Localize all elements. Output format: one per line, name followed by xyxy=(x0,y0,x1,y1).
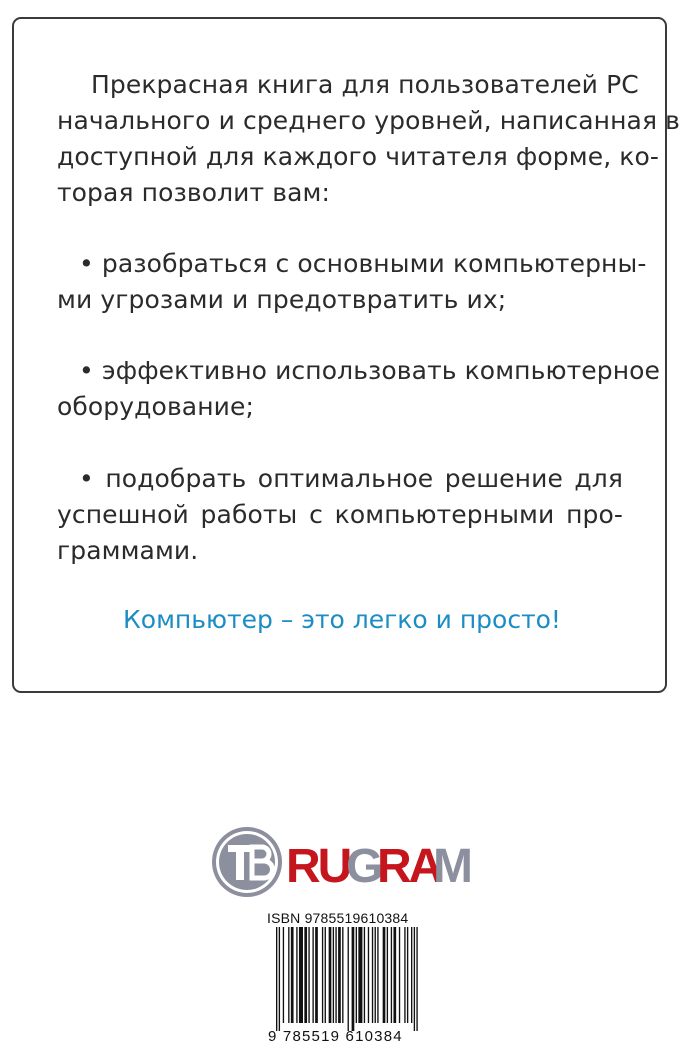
barcode-bar xyxy=(399,927,400,1023)
barcode-bar xyxy=(279,927,280,1031)
barcode-bar xyxy=(348,927,349,1031)
isbn-digits: 9 785519 610384 xyxy=(268,1028,403,1045)
publisher-logo xyxy=(208,820,470,904)
barcode-bar xyxy=(308,927,309,1023)
svg-text:RA: RA xyxy=(377,840,441,893)
barcode-bar xyxy=(416,927,417,1031)
barcode-bar xyxy=(393,927,396,1023)
barcode-bar xyxy=(335,927,336,1023)
barcode-bar xyxy=(291,927,294,1023)
barcode-bar xyxy=(387,927,388,1023)
barcode-bar xyxy=(377,927,378,1023)
barcode xyxy=(262,905,422,1055)
intro-line-3: доступной для каждого читателя форме, ко- xyxy=(57,142,660,171)
barcode-bar xyxy=(299,927,303,1023)
svg-text:RU: RU xyxy=(286,840,350,893)
barcode-bar xyxy=(322,927,323,1023)
barcode-bar xyxy=(338,927,341,1023)
barcode-bar xyxy=(358,927,362,1023)
bullet-3-line-2: успешной работы с компьютерными про- xyxy=(57,500,623,529)
barcode-bar xyxy=(283,927,284,1023)
bullet-1-line-1: • разобраться с основными компьютерны- xyxy=(79,249,647,278)
barcode-bar xyxy=(288,927,289,1023)
bullet-2-line-1: • эффективно использовать компьютерное xyxy=(79,356,661,385)
barcode-icon xyxy=(262,927,422,1039)
tagline: Компьютер – это легко и просто! xyxy=(123,605,561,634)
barcode-bar xyxy=(342,927,343,1023)
bullet-item-2 xyxy=(57,353,661,425)
barcode-bar xyxy=(312,927,313,1023)
barcode-bar xyxy=(383,927,386,1023)
bullet-3-line-1: • подобрать оптимальное решение для xyxy=(79,464,623,493)
barcode-bar xyxy=(368,927,369,1023)
barcode-bar xyxy=(352,927,355,1031)
barcode-bar xyxy=(304,927,307,1023)
intro-line-4: торая позволит вам: xyxy=(57,178,330,207)
barcode-bar xyxy=(333,927,334,1023)
intro-line-2: начального и среднего уровней, написанная в xyxy=(57,106,680,135)
barcode-bar xyxy=(364,927,365,1023)
barcode-bar xyxy=(325,927,326,1023)
barcode-bar xyxy=(391,927,392,1023)
barcode-bar xyxy=(372,927,373,1023)
barcode-bar xyxy=(296,927,297,1023)
intro-paragraph xyxy=(57,67,680,211)
rugram-logo-icon xyxy=(208,820,470,904)
barcode-bar xyxy=(315,927,318,1023)
intro-line-1: Прекрасная книга для пользователей PC xyxy=(91,70,639,99)
isbn-label: ISBN 9785519610384 xyxy=(267,910,409,926)
barcode-bar xyxy=(414,927,415,1031)
bullet-item-1 xyxy=(57,246,647,318)
barcode-bar xyxy=(404,927,405,1023)
svg-text:M: M xyxy=(433,840,470,893)
bullet-3-line-3: граммами. xyxy=(57,536,199,565)
bullet-2-line-2: оборудование; xyxy=(57,392,255,421)
barcode-bar xyxy=(276,927,277,1031)
barcode-bar xyxy=(375,927,376,1023)
barcode-bar xyxy=(356,927,357,1023)
barcode-bar xyxy=(407,927,408,1023)
bullet-item-3 xyxy=(57,461,623,569)
barcode-bar xyxy=(411,927,412,1023)
barcode-bar xyxy=(329,927,332,1023)
bullet-1-line-2: ми угрозами и предотвратить их; xyxy=(57,285,507,314)
svg-text:G: G xyxy=(346,840,381,893)
